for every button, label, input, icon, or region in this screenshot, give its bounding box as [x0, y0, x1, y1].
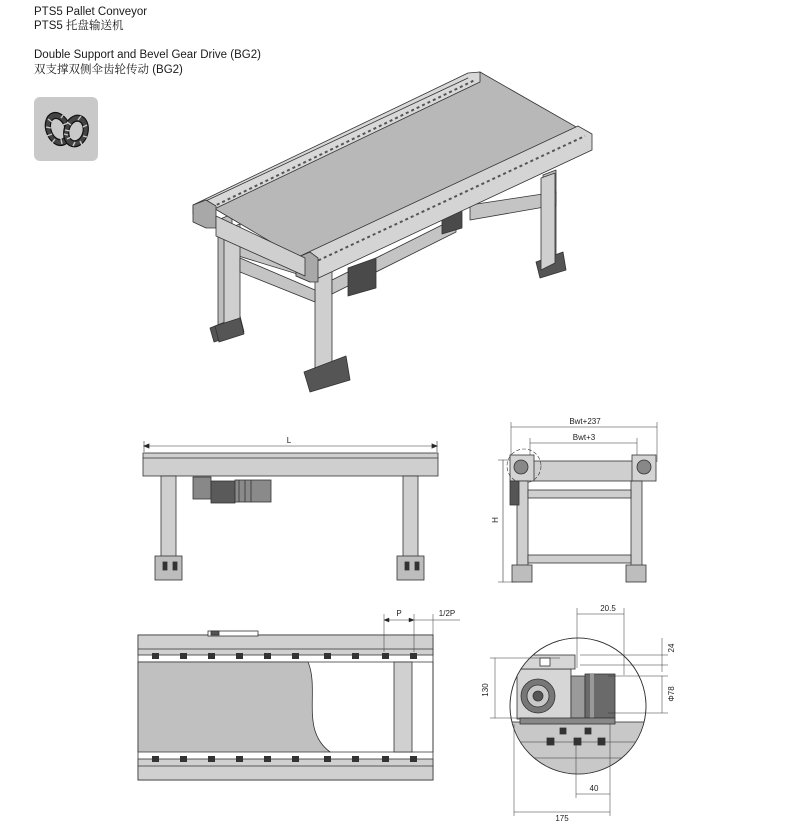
iso-leg-near-right: [541, 173, 555, 270]
end-height-label: H: [491, 517, 500, 523]
end-view: [498, 422, 657, 582]
dim-phi78: Φ78: [667, 686, 676, 702]
pitch-label: P: [396, 609, 402, 618]
dim-175: 175: [555, 814, 569, 823]
detail-view: [505, 638, 655, 782]
dim-130: 130: [481, 683, 490, 697]
dim-24: 24: [667, 643, 676, 653]
dim-20-5: 20.5: [600, 604, 616, 613]
title-cn: PTS5 托盘输送机: [34, 20, 124, 32]
end-outer-width-label: Bwt+237: [569, 417, 601, 426]
dim-40: 40: [589, 784, 599, 793]
subtitle-cn: 双支撑双侧伞齿轮传动 (BG2): [34, 64, 183, 76]
isometric-conveyor: [193, 72, 592, 392]
subtitle-en: Double Support and Bevel Gear Drive (BG2): [34, 49, 261, 61]
end-inner-width-label: Bwt+3: [572, 433, 596, 442]
side-view: [143, 441, 438, 580]
side-length-label: L: [286, 436, 292, 445]
title-en: PTS5 Pallet Conveyor: [34, 6, 148, 18]
half-pitch-label: 1/2P: [438, 609, 456, 618]
